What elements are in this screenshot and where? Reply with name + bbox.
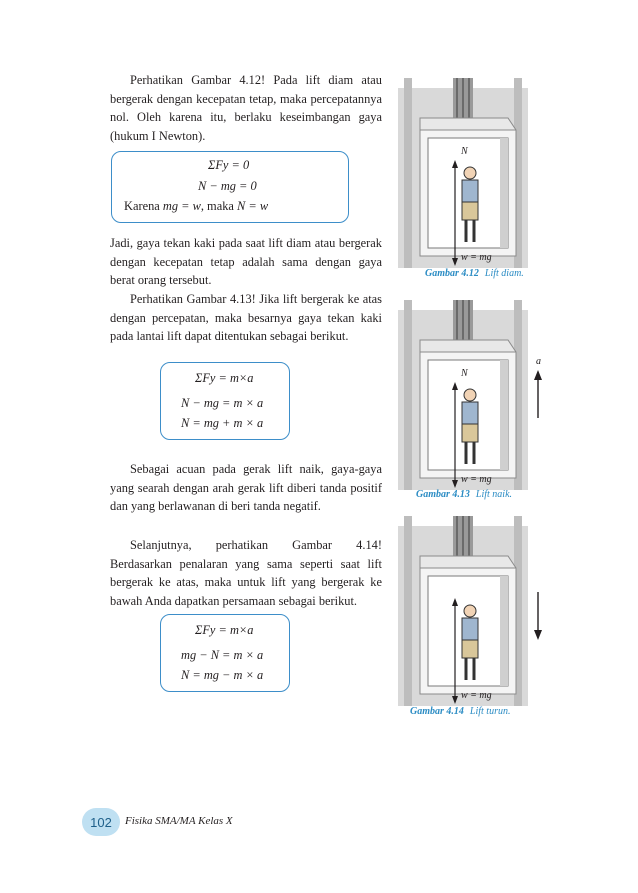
acceleration-down-arrow-icon	[534, 592, 542, 640]
paragraph-sign-convention: Sebagai acuan pada gerak lift naik, gaya-gaya yang searah dengan arah gerak lift diberi tanda positif dan yang berlawanan di beri tanda negatif.	[110, 462, 382, 514]
lift-figure-static	[398, 78, 528, 268]
equation-equilibrium: N − mg = 0	[198, 179, 257, 193]
normal-force-label: N	[461, 146, 468, 157]
acceleration-up-arrow-icon	[534, 370, 542, 418]
weight-label: w = mg	[461, 690, 492, 701]
paragraph-static-conclusion: Jadi, gaya tekan kaki pada saat lift diam atau bergerak dengan kecepatan tetap adalah sama dengan gaya berat orang tersebut.	[110, 236, 382, 288]
equation-newton-second: mg − N = m × a	[181, 648, 264, 662]
equation-box-1	[111, 151, 349, 223]
equation-sum-forces: ΣFy = m×a	[195, 371, 254, 385]
page-number-badge: 102	[82, 808, 120, 836]
figure-caption: Gambar 4.13 Lift naik.	[416, 489, 513, 500]
acceleration-label: a	[536, 356, 541, 367]
cable-icon	[453, 300, 473, 340]
cable-icon	[453, 78, 473, 118]
equation-box-2	[160, 362, 290, 440]
equation-sum-forces: ΣFy = m×a	[195, 623, 254, 637]
figure-caption: Gambar 4.12 Lift diam.	[425, 268, 524, 279]
equation-normal-force: N = mg + m × a	[181, 416, 264, 430]
equation-normal-force: N = mg − m × a	[181, 668, 264, 682]
paragraph-lift-down: Selanjutnya, perhatikan Gambar 4.14! Berdasarkan penalaran yang sama seperti saat lift bergerak ke atas, maka untuk lift yang bergerak ke bawah Anda dapatkan persamaan sebagai berikut.	[110, 538, 382, 608]
lift-figure-down	[398, 516, 548, 706]
lift-figure-up	[398, 300, 548, 490]
cable-icon	[453, 516, 473, 556]
paragraph-lift-up: Perhatikan Gambar 4.13! Jika lift bergerak ke atas dengan percepatan, maka besarnya gaya tekan kaki pada lantai lift dapat ditentukan sebagai berikut.	[110, 292, 382, 344]
equation-sum-forces: ΣFy = 0	[208, 158, 250, 172]
weight-label: w = mg	[461, 252, 492, 263]
equation-box-3	[160, 614, 290, 692]
equation-conclusion: Karena mg = w, maka N = w	[124, 199, 269, 213]
paragraph-intro: Perhatikan Gambar 4.12! Pada lift diam atau bergerak dengan kecepatan tetap, maka percepatannya nol. Oleh karena itu, berlaku keseimbangan gaya (hukum I Newton).	[110, 73, 382, 143]
normal-force-label: N	[461, 368, 468, 379]
figure-caption: Gambar 4.14 Lift turun.	[410, 706, 511, 717]
book-title: Fisika SMA/MA Kelas X	[125, 815, 233, 827]
weight-label: w = mg	[461, 474, 492, 485]
equation-newton-second: N − mg = m × a	[181, 396, 264, 410]
